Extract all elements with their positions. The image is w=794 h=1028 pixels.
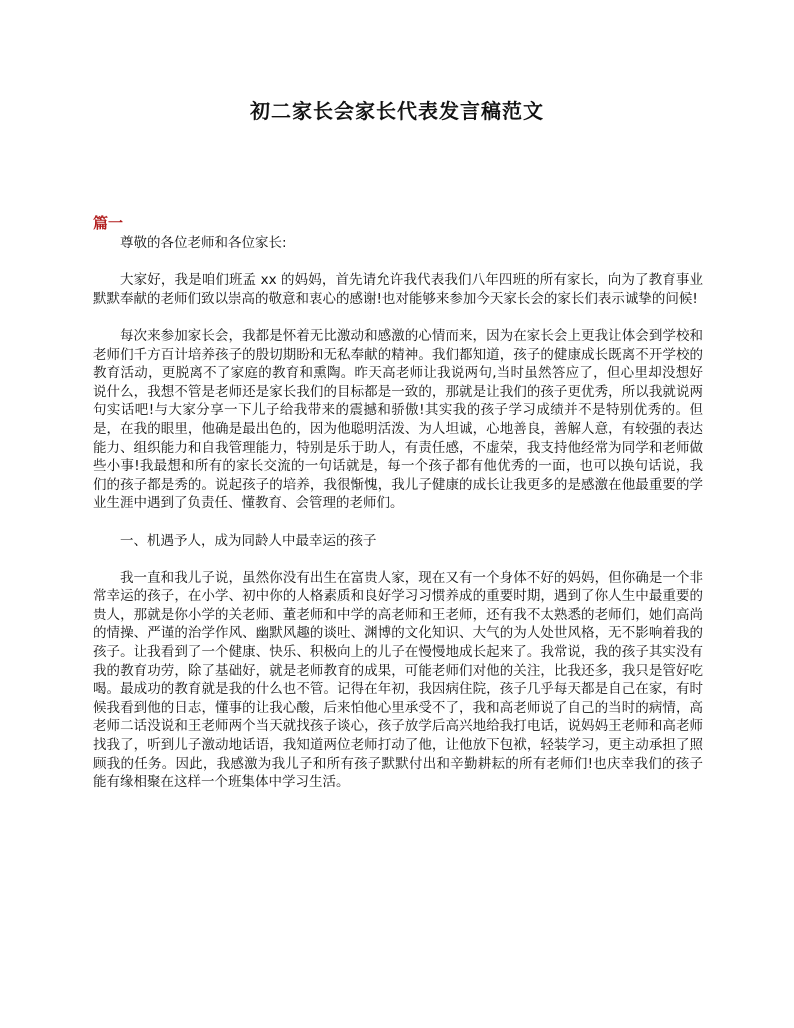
body-paragraph: 每次来参加家长会，我都是怀着无比激动和感激的心情而来，因为在家长会上更我让体会到学校和老师们千方百计培养孩子的殷切期盼和无私奉献的精神。我们都知道，孩子的健康成长既离不开学校的教育活动，更脱离不了家庭的教育和熏陶。昨天高老师让我说两句,当时虽然答应了，但心里却没想好说什么，我想不管是老师还是家长我们的目标都是一致的，那就是让我们的孩子更优秀，所以我就说两句实话吧!与大家分享一下儿子给我带来的震撼和骄傲!其实我的孩子学习成绩并不是特别优秀的。但是，在我的眼里，他确是最出色的，因为他聪明活泼、为人坦诚，心地善良，善解人意，有较强的表达能力、组织能力和自我管理能力，特别是乐于助人，有责任感，不虚荣，我支持他经常为同学和老师做些小事!我最想和所有的家长交流的一句话就是，每一个孩子都有他优秀的一面，也可以换句话说，我们的孩子都是秀的。说起孩子的培养，我很惭愧，我儿子健康的成长让我更多的是感激在他最重要的学业生涯中遇到了负责任、懂教育、会管理的老师们。 xyxy=(93,327,703,512)
subheading-paragraph: 一、机遇予人，成为同龄人中最幸运的孩子 xyxy=(120,532,377,549)
section-heading: 篇一 xyxy=(93,214,124,232)
salutation-paragraph: 尊敬的各位老师和各位家长: xyxy=(120,235,287,251)
greeting-paragraph: 大家好，我是咱们班孟 xx 的妈妈，首先请允许我代表我们八年四班的所有家长，向为了教育事业默默奉献的老师们致以崇高的敬意和衷心的感谢!也对能够来参加今天家长会的家长们表示诚挚的问候! xyxy=(93,272,703,307)
body-paragraph: 我一直和我儿子说，虽然你没有出生在富贵人家，现在又有一个身体不好的妈妈，但你确是一个非常幸运的孩子，在小学、初中你的人格素质和良好学习习惯养成的重要时期，遇到了你人生中最重要的贵人，那就是你小学的关老师、董老师和中学的高老师和王老师，还有我不太熟悉的老师们，她们高尚的情操、严谨的治学作风、幽默风趣的谈吐、渊博的文化知识、大气的为人处世风格，无不影响着我的孩子。让我看到了一个健康、快乐、积极向上的儿子在慢慢地成长起来了。我常说，我的孩子其实没有我的教育功劳，除了基础好，就是老师教育的成果，可能老师们对他的关注，比我还多，我只是管好吃喝。最成功的教育就是我的什么也不管。记得在年初，我因病住院，孩子几乎每天都是自己在家，有时候我看到他的日志，懂事的让我心酸，后来怕他心里承受不了，我和高老师说了自己的当时的病情，高老师二话没说和王老师两个当天就找孩子谈心，孩子放学后高兴地给我打电话，说妈妈王老师和高老师找我了，听到儿子激动地话语，我知道两位老师打动了他，让他放下包袱，轻装学习，更主动承担了照顾我的任务。因此，我感激为我儿子和所有孩子默默付出和辛勤耕耘的所有老师们!也庆幸我们的孩子能有缘相聚在这样一个班集体中学习生活。 xyxy=(93,569,703,791)
document-title: 初二家长会家长代表发言稿范文 xyxy=(250,99,544,123)
document-body xyxy=(93,234,703,792)
